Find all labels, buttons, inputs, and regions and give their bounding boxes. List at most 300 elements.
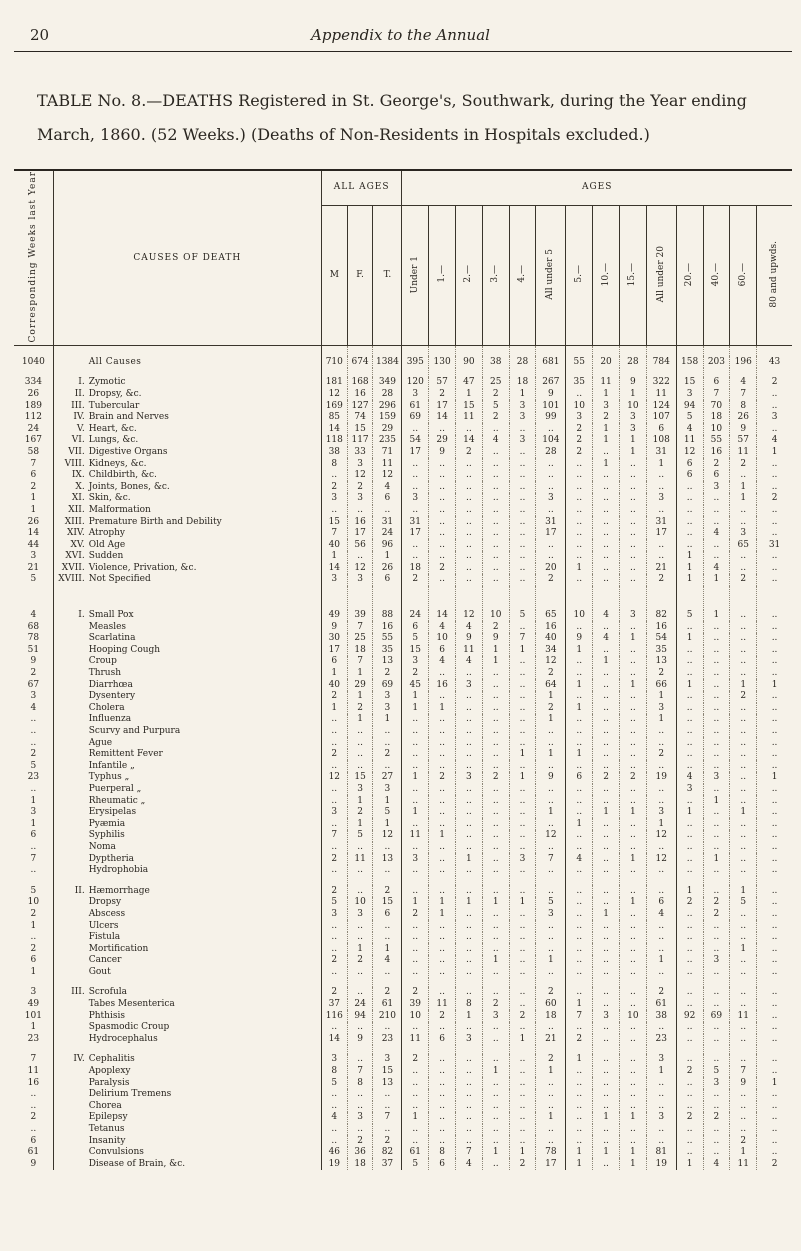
count-cell: .. (536, 539, 566, 551)
cause-name: Not Specified (88, 574, 151, 585)
count-cell: .. (429, 493, 456, 505)
cause-name: Scarlatina (88, 633, 136, 644)
count-cell: 1 (730, 943, 757, 955)
count-cell: .. (566, 1022, 593, 1034)
cause-cell (53, 1010, 321, 1022)
table-row (14, 842, 792, 854)
count-cell: 7 (703, 389, 730, 401)
count-cell: .. (456, 1077, 483, 1089)
count-cell: .. (482, 943, 509, 955)
count-cell: 17 (429, 400, 456, 412)
prev-year-cell: 1 (14, 1022, 53, 1034)
count-cell: 2 (536, 668, 566, 680)
cause-cell (53, 691, 321, 703)
count-cell: 1 (347, 795, 373, 807)
count-cell: 31 (536, 516, 566, 528)
cause-cell (53, 772, 321, 784)
count-cell: .. (730, 1054, 757, 1066)
cause-name: Convulsions (88, 1147, 144, 1158)
count-cell: .. (482, 967, 509, 979)
count-cell: 16 (429, 679, 456, 691)
class-number: XVII. (61, 562, 85, 573)
count-cell: 1 (703, 795, 730, 807)
count-cell: 5 (373, 807, 402, 819)
prev-year-cell: 1 (14, 795, 53, 807)
count-cell: 15 (402, 645, 429, 657)
count-cell: 196 (730, 356, 757, 368)
count-cell: 16 (347, 389, 373, 401)
count-cell: 1 (676, 551, 703, 563)
cause-name: Dysentery (88, 691, 136, 702)
count-cell: 16 (373, 621, 402, 633)
count-cell: 16 (536, 621, 566, 633)
count-cell: .. (593, 987, 620, 999)
count-cell: 12 (676, 447, 703, 459)
table-row (14, 1135, 792, 1147)
count-cell: .. (771, 1089, 778, 1100)
table-row (14, 987, 792, 999)
class-number: XII. (68, 504, 85, 515)
count-cell: .. (402, 920, 429, 932)
prev-year-cell: 9 (14, 1158, 53, 1170)
table-body (14, 346, 792, 1170)
count-cell: 2 (321, 987, 347, 999)
count-cell: .. (730, 842, 757, 854)
cause-cell (53, 679, 321, 691)
count-cell: 12 (536, 656, 566, 668)
count-cell: .. (456, 516, 483, 528)
count-cell: 6 (676, 458, 703, 470)
count-cell: .. (373, 505, 402, 517)
table-row (14, 1147, 792, 1159)
count-cell: 17 (321, 645, 347, 657)
count-cell: .. (536, 885, 566, 897)
count-cell: .. (429, 749, 456, 761)
cause-name: Abscess (88, 908, 126, 919)
prev-year-cell: 4 (14, 703, 53, 715)
count-cell: 2 (373, 1135, 402, 1147)
count-cell: .. (646, 551, 676, 563)
count-cell: 235 (373, 435, 402, 447)
count-cell: .. (482, 842, 509, 854)
count-cell: 25 (482, 377, 509, 389)
count-cell: .. (482, 865, 509, 877)
count-cell: .. (347, 885, 373, 897)
count-cell: .. (771, 1054, 778, 1065)
count-cell: .. (703, 645, 730, 657)
deaths-table (14, 169, 792, 1170)
count-cell: .. (730, 645, 757, 657)
count-cell: 6 (646, 423, 676, 435)
count-cell: .. (429, 807, 456, 819)
count-cell: 1 (482, 1066, 509, 1078)
count-cell: .. (676, 1034, 703, 1046)
count-cell: .. (771, 423, 778, 434)
count-cell: 4 (456, 656, 483, 668)
count-cell: .. (619, 737, 646, 749)
count-cell: .. (402, 505, 429, 517)
prev-year-cell: 167 (14, 435, 53, 447)
count-cell: .. (771, 783, 778, 794)
count-cell: 1 (509, 389, 536, 401)
count-cell: .. (771, 749, 778, 760)
count-cell: .. (429, 505, 456, 517)
prev-year-cell: 14 (14, 528, 53, 540)
count-cell: .. (429, 955, 456, 967)
count-cell: .. (676, 1054, 703, 1066)
count-cell: 1 (566, 645, 593, 657)
count-cell: 45 (402, 679, 429, 691)
count-cell: .. (730, 967, 757, 979)
prev-year-cell: 3 (14, 987, 53, 999)
count-cell: 2 (703, 458, 730, 470)
count-cell: 2 (321, 749, 347, 761)
count-cell: .. (676, 1135, 703, 1147)
count-cell: 1 (593, 423, 620, 435)
cause-cell (53, 412, 321, 424)
count-cell: .. (456, 714, 483, 726)
count-cell: .. (771, 470, 778, 481)
count-cell: 1 (347, 943, 373, 955)
count-cell: .. (509, 1066, 536, 1078)
count-cell: .. (771, 504, 778, 515)
count-cell: 2 (402, 909, 429, 921)
count-cell: 1 (373, 551, 402, 563)
table-row (14, 633, 792, 645)
count-cell: 2 (646, 987, 676, 999)
count-cell: .. (456, 885, 483, 897)
cause-cell (53, 481, 321, 493)
count-cell: .. (402, 539, 429, 551)
cause-name: Cholera (88, 702, 125, 713)
count-cell: 101 (536, 400, 566, 412)
count-cell: 61 (402, 1147, 429, 1159)
count-cell: 1 (619, 435, 646, 447)
count-cell: 1 (566, 703, 593, 715)
count-cell: .. (456, 807, 483, 819)
count-cell: 1 (593, 389, 620, 401)
count-cell: .. (347, 865, 373, 877)
count-cell: 18 (347, 645, 373, 657)
cause-cell (53, 830, 321, 842)
prev-year-cell: 61 (14, 1147, 53, 1159)
count-cell: .. (429, 932, 456, 944)
count-cell: .. (456, 691, 483, 703)
count-cell: .. (347, 749, 373, 761)
count-cell: 395 (402, 356, 429, 368)
count-cell: .. (536, 470, 566, 482)
count-cell: .. (771, 908, 778, 919)
count-cell: 5 (347, 830, 373, 842)
count-cell: .. (402, 481, 429, 493)
prev-year-cell: 67 (14, 679, 53, 691)
count-cell: 1 (429, 830, 456, 842)
count-cell: 4 (456, 621, 483, 633)
count-cell: 5 (402, 633, 429, 645)
count-cell: .. (619, 574, 646, 586)
count-cell: 3 (536, 493, 566, 505)
count-cell: 38 (646, 1010, 676, 1022)
count-cell: 1 (402, 691, 429, 703)
count-cell: .. (566, 691, 593, 703)
count-cell: 37 (373, 1158, 402, 1170)
table-row (14, 967, 792, 979)
count-cell: .. (703, 516, 730, 528)
count-cell: .. (482, 563, 509, 575)
count-cell: 2 (402, 668, 429, 680)
cause-name: Puerperal „ (88, 783, 142, 794)
count-cell: .. (482, 516, 509, 528)
class-number: I. (78, 377, 85, 388)
prev-year-cell: 26 (14, 516, 53, 528)
count-cell: 3 (676, 784, 703, 796)
count-cell: .. (771, 668, 778, 679)
count-cell: 3 (646, 493, 676, 505)
count-cell: .. (536, 865, 566, 877)
cause-cell (53, 563, 321, 575)
count-cell: .. (619, 621, 646, 633)
prev-year-cell: 49 (14, 999, 53, 1011)
count-cell: 1 (373, 795, 402, 807)
count-cell: .. (566, 955, 593, 967)
count-cell: 2 (402, 987, 429, 999)
count-cell: 3 (593, 1010, 620, 1022)
count-cell: .. (482, 1054, 509, 1066)
table-row (14, 377, 792, 389)
count-cell: .. (482, 853, 509, 865)
count-cell: .. (646, 1101, 676, 1113)
count-cell: .. (593, 955, 620, 967)
count-cell: 1 (373, 818, 402, 830)
table-row (14, 1124, 792, 1136)
cause-name: Influenza (88, 714, 132, 725)
count-cell: 5 (321, 1077, 347, 1089)
cause-cell (53, 1054, 321, 1066)
count-cell: 3 (646, 1112, 676, 1124)
count-cell: 5 (676, 412, 703, 424)
count-cell: .. (566, 528, 593, 540)
count-cell: 5 (321, 897, 347, 909)
prev-year-cell: .. (14, 726, 53, 738)
count-cell: .. (347, 505, 373, 517)
table-row (14, 668, 792, 680)
count-cell: 2 (482, 772, 509, 784)
count-cell: .. (593, 551, 620, 563)
count-cell: .. (619, 865, 646, 877)
count-cell: .. (456, 668, 483, 680)
count-cell: .. (482, 458, 509, 470)
count-cell: 1 (536, 1112, 566, 1124)
count-cell: .. (676, 481, 703, 493)
count-cell: .. (536, 932, 566, 944)
cause-cell (53, 574, 321, 586)
count-cell: .. (509, 830, 536, 842)
count-cell: .. (566, 389, 593, 401)
count-cell: .. (771, 400, 778, 411)
table-row (14, 909, 792, 921)
cause-cell (53, 539, 321, 551)
cause-cell (53, 897, 321, 909)
count-cell: .. (347, 987, 373, 999)
count-cell: 35 (373, 645, 402, 657)
count-cell: .. (456, 551, 483, 563)
count-cell: .. (429, 1022, 456, 1034)
cause-name: Rheumatic „ (88, 795, 146, 806)
count-cell: .. (482, 493, 509, 505)
count-cell: 12 (321, 389, 347, 401)
cause-cell (53, 551, 321, 563)
count-cell: .. (321, 920, 347, 932)
count-cell: .. (619, 909, 646, 921)
count-cell: .. (536, 784, 566, 796)
count-cell: .. (566, 760, 593, 772)
count-cell: .. (730, 818, 757, 830)
count-cell: .. (429, 423, 456, 435)
count-cell: .. (619, 470, 646, 482)
count-cell: 7 (321, 528, 347, 540)
count-cell: .. (482, 447, 509, 459)
count-cell: .. (566, 668, 593, 680)
count-cell: 1 (646, 458, 676, 470)
count-cell: .. (509, 714, 536, 726)
count-cell: .. (703, 679, 730, 691)
count-cell: 1 (482, 955, 509, 967)
count-cell: 17 (536, 528, 566, 540)
count-cell: .. (703, 703, 730, 715)
count-cell: .. (646, 920, 676, 932)
count-cell: 10 (566, 400, 593, 412)
count-cell: 92 (676, 1010, 703, 1022)
count-cell: .. (593, 749, 620, 761)
count-cell: 2 (456, 447, 483, 459)
count-cell: .. (456, 760, 483, 772)
cause-cell (53, 726, 321, 738)
count-cell: .. (566, 505, 593, 517)
count-cell: .. (482, 470, 509, 482)
count-cell: 117 (347, 435, 373, 447)
count-cell: 1 (402, 703, 429, 715)
count-cell: 3 (373, 1054, 402, 1066)
count-cell: 18 (509, 377, 536, 389)
count-cell: 12 (646, 830, 676, 842)
table-row (14, 551, 792, 563)
count-cell: 10 (347, 897, 373, 909)
count-cell: .. (456, 737, 483, 749)
table-row (14, 481, 792, 493)
count-cell: 66 (646, 679, 676, 691)
count-cell: .. (566, 865, 593, 877)
cause-cell (53, 516, 321, 528)
count-cell: 6 (429, 1158, 456, 1170)
cause-cell (53, 932, 321, 944)
cause-cell (53, 714, 321, 726)
count-cell: 1 (566, 818, 593, 830)
count-cell: .. (771, 932, 778, 943)
cause-name: Kidneys, &c. (88, 458, 147, 469)
cause-name: Scrofula (88, 987, 127, 998)
count-cell: .. (703, 539, 730, 551)
count-cell: .. (429, 1124, 456, 1136)
count-cell: 1384 (373, 356, 402, 368)
count-cell: .. (509, 818, 536, 830)
cause-cell (53, 1089, 321, 1101)
count-cell: 4 (646, 909, 676, 921)
count-cell: 2 (429, 563, 456, 575)
count-cell: 2 (566, 435, 593, 447)
cause-name: All Causes (88, 356, 142, 367)
cause-cell (53, 377, 321, 389)
count-cell: .. (536, 842, 566, 854)
count-cell: .. (456, 1066, 483, 1078)
count-cell: 1 (730, 481, 757, 493)
count-cell: 1 (593, 1147, 620, 1159)
col-header-causes: CAUSES OF DEATH (53, 170, 321, 346)
count-cell: .. (321, 726, 347, 738)
count-cell: .. (402, 749, 429, 761)
count-cell: 17 (402, 528, 429, 540)
count-cell: .. (676, 967, 703, 979)
count-cell: .. (730, 830, 757, 842)
count-cell: 2 (593, 772, 620, 784)
count-cell: 3 (347, 458, 373, 470)
count-cell: 2 (373, 885, 402, 897)
table-row (14, 784, 792, 796)
count-cell: .. (402, 784, 429, 796)
prev-year-cell: 1 (14, 920, 53, 932)
count-cell: .. (619, 551, 646, 563)
count-cell: 5 (402, 1158, 429, 1170)
count-cell: .. (771, 920, 778, 931)
count-cell: .. (347, 967, 373, 979)
count-cell: .. (373, 932, 402, 944)
count-cell: 2 (730, 691, 757, 703)
table-row (14, 943, 792, 955)
count-cell: 349 (373, 377, 402, 389)
cause-cell (53, 458, 321, 470)
cause-name: Diarrhœa (88, 679, 133, 690)
count-cell: .. (429, 470, 456, 482)
count-cell: .. (482, 703, 509, 715)
count-cell: .. (509, 656, 536, 668)
cause-cell (53, 967, 321, 979)
count-cell: 1 (509, 749, 536, 761)
count-cell: 94 (676, 400, 703, 412)
count-cell: 3 (771, 412, 778, 423)
count-cell: 20 (593, 356, 620, 368)
count-cell: 1 (509, 1147, 536, 1159)
count-cell: 34 (536, 645, 566, 657)
count-cell: 33 (347, 447, 373, 459)
count-cell: .. (509, 1124, 536, 1136)
count-cell: .. (456, 423, 483, 435)
prev-year-cell: .. (14, 1124, 53, 1136)
count-cell: .. (593, 760, 620, 772)
count-cell: 1 (771, 772, 778, 783)
count-cell: 69 (402, 412, 429, 424)
count-cell: .. (456, 481, 483, 493)
count-cell: .. (456, 1112, 483, 1124)
count-cell: .. (456, 458, 483, 470)
count-cell: .. (347, 551, 373, 563)
count-cell: 29 (429, 435, 456, 447)
count-cell: .. (703, 784, 730, 796)
prev-year-cell: 78 (14, 633, 53, 645)
count-cell: 1 (402, 807, 429, 819)
count-cell: .. (456, 920, 483, 932)
cause-cell (53, 807, 321, 819)
count-cell: 8 (347, 1077, 373, 1089)
table-row (14, 412, 792, 424)
